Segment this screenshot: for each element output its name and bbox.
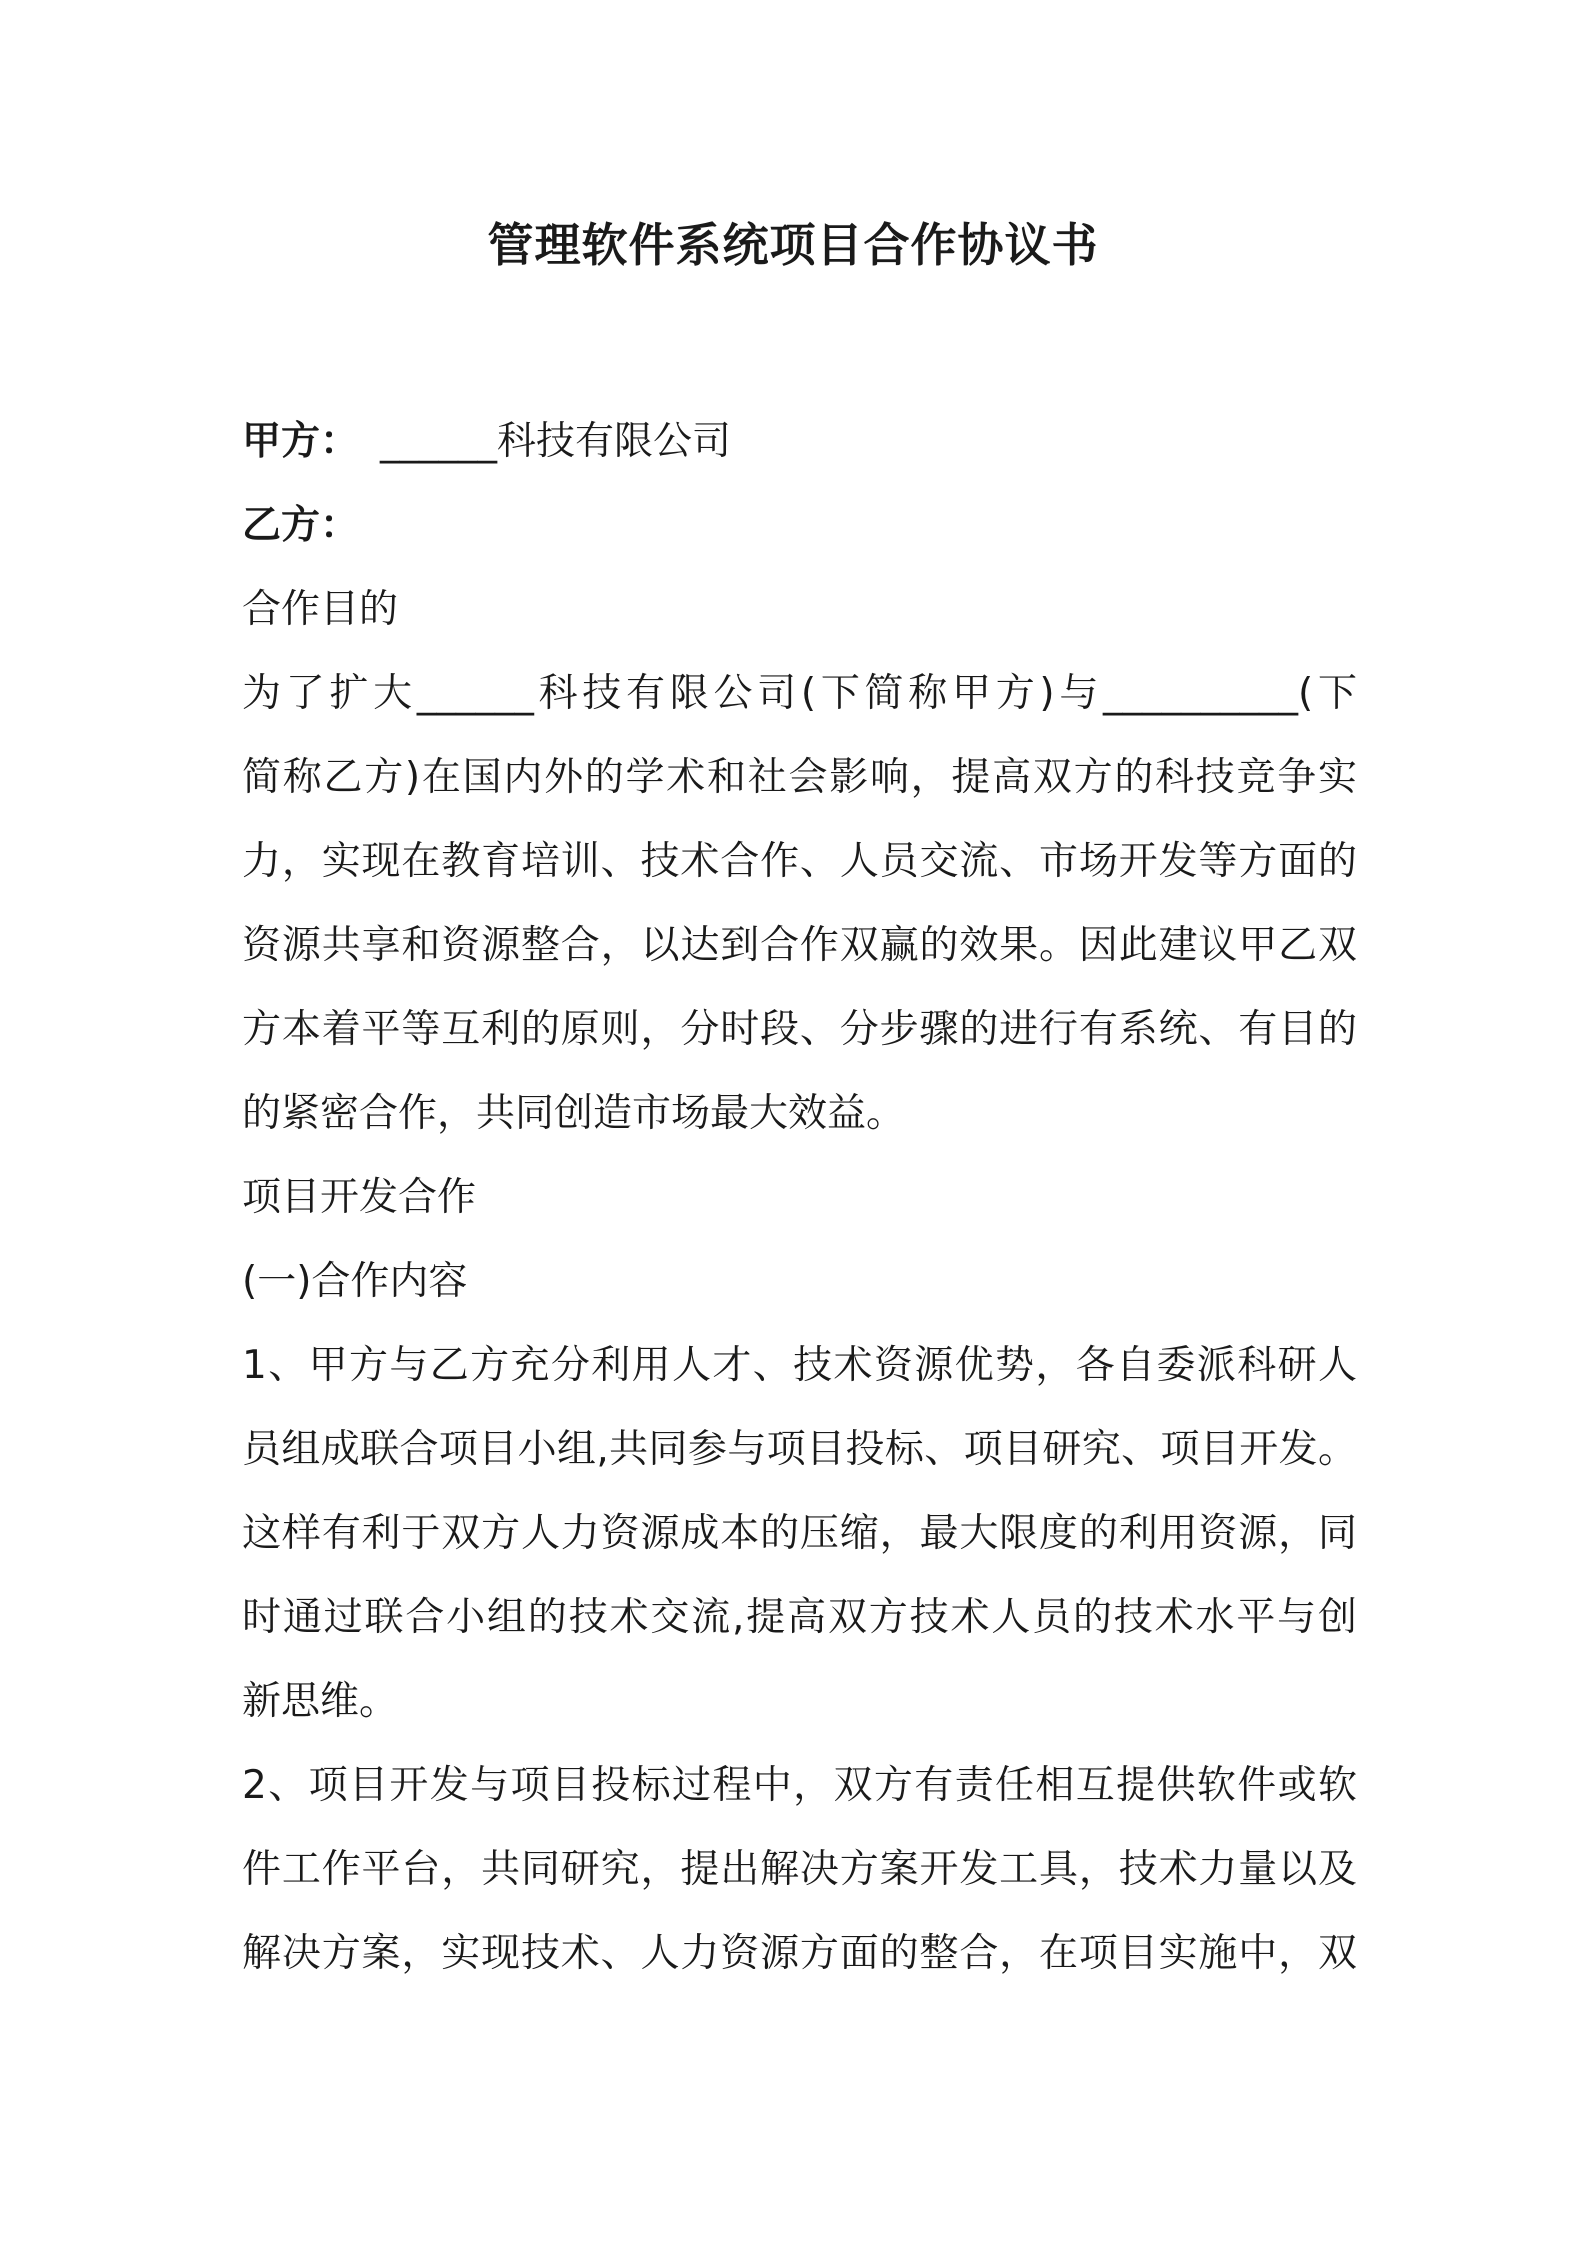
item-2-line: 2、项目开发与项目投标过程中，双方有责任相互提供软件或软 (242, 1763, 1357, 1808)
purpose-heading: 合作目的 (242, 587, 399, 632)
item-1-line: 员组成联合项目小组,共同参与项目投标、项目研究、项目开发。 (242, 1427, 1357, 1472)
item-1-line: 时通过联合小组的技术交流,提高双方技术人员的技术水平与创 (242, 1595, 1357, 1640)
party-b-line (242, 484, 1357, 568)
document-title: 管理软件系统项目合作协议书 (487, 218, 1099, 272)
party-b-label: 乙方： (242, 503, 360, 548)
purpose-line: 的紧密合作，共同创造市场最大效益。 (242, 1091, 906, 1136)
item-2-line: 解决方案，实现技术、人力资源方面的整合，在项目实施中，双 (242, 1931, 1357, 1976)
purpose-line: 资源共享和资源整合，以达到合作双赢的效果。因此建议甲乙双 (242, 923, 1357, 968)
subsection-heading: (一)合作内容 (242, 1259, 468, 1304)
purpose-line: 简称乙方)在国内外的学术和社会影响，提高双方的科技竞争实 (242, 755, 1357, 800)
section-heading: 项目开发合作 (242, 1175, 477, 1220)
purpose-line: 方本着平等互利的原则，分时段、分步骤的进行有系统、有目的 (242, 1007, 1357, 1052)
purpose-line: 为了扩大______科技有限公司(下简称甲方)与__________(下 (242, 671, 1357, 716)
purpose-line: 力，实现在教育培训、技术合作、人员交流、市场开发等方面的 (242, 839, 1357, 884)
party-a-label: 甲方： (242, 419, 360, 464)
party-a-value: ______科技有限公司 (380, 419, 732, 464)
item-1-line: 这样有利于双方人力资源成本的压缩，最大限度的利用资源，同 (242, 1511, 1357, 1556)
party-a-line (242, 400, 1357, 484)
document-body (242, 400, 1357, 1996)
item-2-line: 件工作平台，共同研究，提出解决方案开发工具，技术力量以及 (242, 1847, 1357, 1892)
item-1-line: 1、甲方与乙方充分利用人才、技术资源优势，各自委派科研人 (242, 1343, 1357, 1388)
item-1-line: 新思维。 (242, 1679, 399, 1724)
